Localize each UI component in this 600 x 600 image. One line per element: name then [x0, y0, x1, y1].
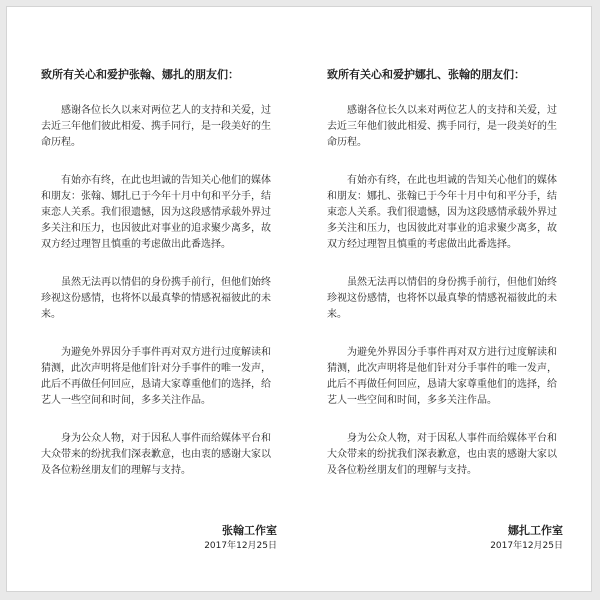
- right-paragraph-1: 感谢各位长久以来对两位艺人的支持和关爱，过去近三年他们彼此相爱、携手同行，是一段美好的生命历程。: [327, 105, 557, 148]
- right-signature: [363, 523, 563, 553]
- left-studio-name: 张翰工作室: [222, 524, 277, 537]
- right-studio-name: 娜扎工作室: [508, 524, 563, 537]
- right-greeting: 致所有关心和爱护娜扎、张翰的朋友们：: [327, 68, 525, 81]
- left-paragraph-1: 感谢各位长久以来对两位艺人的支持和关爱，过去近三年他们彼此相爱、携手同行，是一段美好的生命历程。: [41, 105, 271, 148]
- right-date: 2017年12月25日: [490, 541, 563, 551]
- left-paragraph-4: 为避免外界因分手事件再对双方进行过度解读和猜测，此次声明将是他们针对分手事件的唯一发声，此后不再做任何回应，恳请大家尊重他们的选择，给艺人一些空间和时间，多多关注作品。: [41, 347, 271, 406]
- right-paragraph-5: 身为公众人物，对于因私人事件而给媒体平台和大众带来的纷扰我们深表歉意，也由衷的感谢大家以及各位粉丝朋友们的理解与支持。: [327, 433, 557, 476]
- statement-sheet: [6, 6, 592, 592]
- right-paragraph-2: 有始亦有终，在此也坦诚的告知关心他们的媒体和朋友：娜扎、张翰已于今年十月中旬和平分手，结束恋人关系。我们很遗憾，因为这段感情承载外界过多关注和压力，也因彼此对事业的追求聚少离多，故双方经过理智且慎重的考虑做出此番选择。: [327, 175, 557, 250]
- left-paragraph-3: 虽然无法再以情侣的身份携手前行，但他们始终珍视这份感情，也将怀以最真挚的情感祝福彼此的未来。: [41, 277, 271, 320]
- right-paragraph-3: 虽然无法再以情侣的身份携手前行，但他们始终珍视这份感情，也将怀以最真挚的情感祝福彼此的未来。: [327, 277, 557, 320]
- left-greeting: 致所有关心和爱护张翰、娜扎的朋友们：: [41, 68, 239, 81]
- left-statement: [41, 67, 271, 501]
- right-paragraph-4: 为避免外界因分手事件再对双方进行过度解读和猜测，此次声明将是他们针对分手事件的唯一发声，此后不再做任何回应，恳请大家尊重他们的选择，给艺人一些空间和时间，多多关注作品。: [327, 347, 557, 406]
- right-statement: [327, 67, 557, 501]
- left-signature: [77, 523, 277, 553]
- left-paragraph-2: 有始亦有终，在此也坦诚的告知关心他们的媒体和朋友：张翰、娜扎已于今年十月中旬和平分手，结束恋人关系。我们很遗憾，因为这段感情承载外界过多关注和压力，也因彼此对事业的追求聚少离多，故双方经过理智且慎重的考虑做出此番选择。: [41, 175, 271, 250]
- left-paragraph-5: 身为公众人物，对于因私人事件而给媒体平台和大众带来的纷扰我们深表歉意，也由衷的感谢大家以及各位粉丝朋友们的理解与支持。: [41, 433, 271, 476]
- left-date: 2017年12月25日: [204, 541, 277, 551]
